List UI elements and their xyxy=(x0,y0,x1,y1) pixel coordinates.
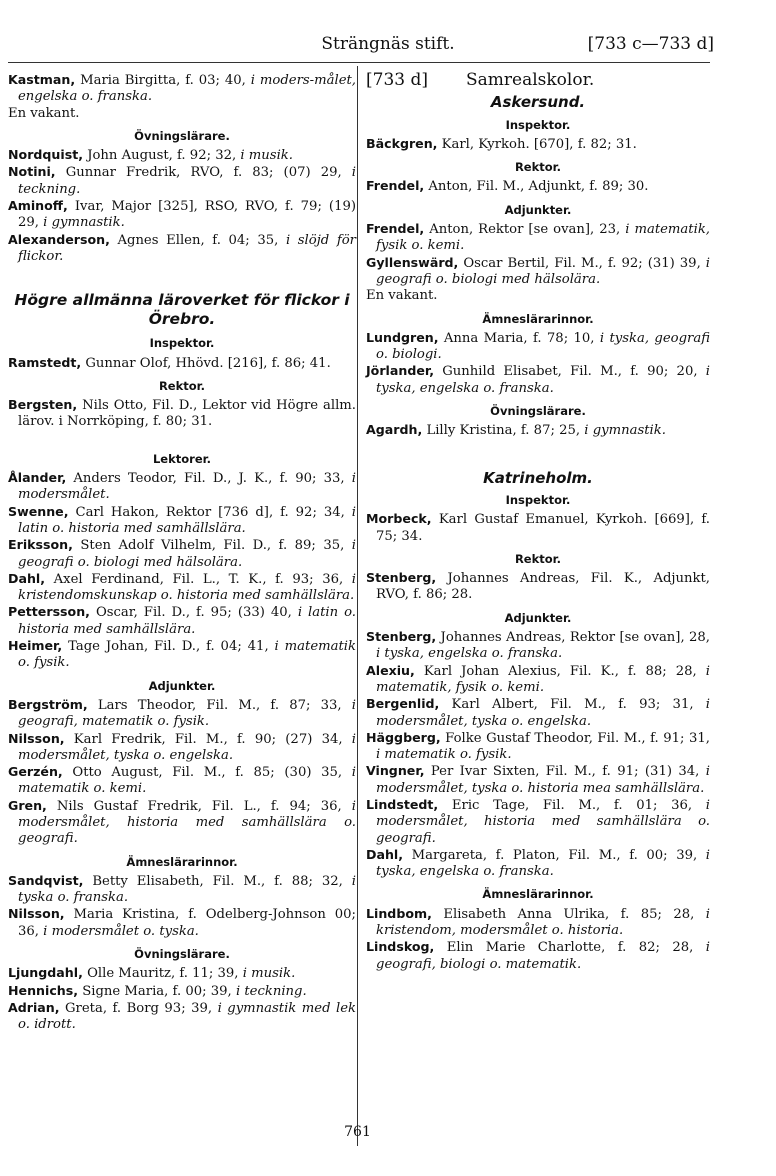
staff-name: Lindbom, xyxy=(366,905,432,921)
staff-name: Alexiu, xyxy=(366,662,415,678)
staff-name: Aminoff, xyxy=(8,198,68,214)
staff-subjects: i modersmålet, historia med samhällslära o. geografi. xyxy=(376,797,710,846)
staff-details: Eric Tage, Fil. M., f. 01; 36, xyxy=(438,797,706,813)
staff-entry xyxy=(8,965,356,982)
staff-name: Lindskog, xyxy=(366,939,435,955)
staff-name: Gerzén, xyxy=(8,764,63,780)
staff-details: Johannes Andreas, Rektor [se ovan], 28, xyxy=(436,630,710,646)
staff-subjects: i geografi, matematik o. fysik. xyxy=(18,697,356,730)
page-header xyxy=(0,34,776,58)
staff-details: Karl Gustaf Emanuel, Kyrkoh. [669], f. 75; 34. xyxy=(376,512,710,544)
staff-entry xyxy=(8,571,356,605)
staff-subjects: i modersmålet o. tyska. xyxy=(43,923,199,939)
staff-details: Johannes Andreas, Fil. K., Adjunkt, RVO, f. 86; 28. xyxy=(376,571,710,603)
staff-name: Dahl, xyxy=(366,846,404,862)
diocese-title: Strängnäs stift. xyxy=(321,34,455,54)
staff-subjects: i matematik, fysik o. kemi. xyxy=(376,663,710,695)
section-heading: Ämneslärarinnor. xyxy=(482,887,594,902)
section-title: Samrealskolor. xyxy=(466,70,595,90)
staff-entry xyxy=(8,72,356,106)
staff-name: Agardh, xyxy=(366,422,423,438)
staff-entry xyxy=(366,422,710,439)
staff-subjects: i tyska, geografi o. biologi. xyxy=(376,330,710,363)
staff-details: Greta, f. Borg 93; 39, xyxy=(59,1000,218,1016)
staff-name: Frendel, xyxy=(366,221,425,237)
staff-details: Margareta, f. Platon, Fil. M., f. 00; 39, xyxy=(403,847,706,863)
staff-entry xyxy=(8,164,356,198)
staff-name: Bäckgren, xyxy=(366,135,438,151)
staff-subjects: i kristendomskunskap o. historia med samhällslära. xyxy=(18,571,356,604)
school-title: Högre allmänna läroverket för flickor i Örebro. xyxy=(14,291,350,329)
staff-details: Per Ivar Sixten, Fil. M., f. 91; (31) 34, xyxy=(424,764,706,780)
staff-entry xyxy=(366,221,710,255)
staff-subjects: i tyska, engelska o. franska. xyxy=(376,847,710,880)
section-heading: Inspektor. xyxy=(505,117,571,132)
section-heading: Rektor. xyxy=(514,551,562,566)
staff-entry xyxy=(8,1000,356,1034)
staff-subjects: i moders-målet, engelska o. franska. xyxy=(18,73,356,105)
staff-name: Frendel, xyxy=(366,178,425,194)
staff-name: Nilsson, xyxy=(8,730,65,746)
entries-askersund-inspektor xyxy=(366,136,710,153)
staff-name: Gren, xyxy=(8,797,47,813)
staff-entry xyxy=(366,136,710,153)
staff-details: Oscar, Fil. D., f. 95; (33) 40, xyxy=(89,605,298,621)
staff-subjects: i musik. xyxy=(242,966,296,982)
staff-details: Axel Ferdinand, Fil. L., T. K., f. 93; 36, xyxy=(45,571,352,587)
staff-subjects: i matematik, fysik o. kemi. xyxy=(376,222,710,254)
staff-details: Gunnar Fredrik, RVO, f. 83; (07) 29, xyxy=(55,165,352,181)
staff-entry xyxy=(8,537,356,571)
entries-askersund-adjunkter xyxy=(366,221,710,288)
staff-name: Kastman, xyxy=(8,72,76,87)
staff-name: Hennichs, xyxy=(8,982,79,998)
staff-name: Nordquist, xyxy=(8,147,84,163)
staff-name: Lindstedt, xyxy=(366,796,439,812)
staff-name: Heimer, xyxy=(8,638,63,654)
staff-name: Dahl, xyxy=(8,570,46,586)
staff-entry xyxy=(366,696,710,730)
section-heading: Ämneslärarinnor. xyxy=(482,311,594,326)
section-header xyxy=(366,72,710,88)
staff-details: Olle Mauritz, f. 11; 39, xyxy=(82,966,243,982)
staff-entry xyxy=(8,798,356,848)
staff-name: Swenne, xyxy=(8,503,69,519)
staff-name: Stenberg, xyxy=(366,570,437,586)
staff-entry xyxy=(366,797,710,847)
section-heading: Inspektor. xyxy=(505,492,571,507)
staff-details: Betty Elisabeth, Fil. M., f. 88; 32, xyxy=(83,873,352,889)
staff-entry xyxy=(366,847,710,881)
staff-details: Elin Marie Charlotte, f. 82; 28, xyxy=(434,940,706,956)
entries-askersund-rektor xyxy=(366,178,710,195)
staff-subjects: i geografi, biologi o. matematik. xyxy=(376,940,710,972)
staff-name: Adrian, xyxy=(8,999,60,1015)
staff-details: Gunhild Elisabet, Fil. M., f. 90; 20, xyxy=(434,364,706,380)
section-heading: Inspektor. xyxy=(149,336,215,351)
staff-details: Gunnar Olof, Hhövd. [216], f. 86; 41. xyxy=(81,355,331,371)
staff-details: John August, f. 92; 32, xyxy=(83,148,241,164)
column-divider xyxy=(357,66,358,1146)
entries-top xyxy=(8,72,356,106)
entries-askersund-amneslararinnor xyxy=(366,330,710,397)
section-heading: Rektor. xyxy=(158,378,206,393)
staff-details: Elisabeth Anna Ulrika, f. 85; 28, xyxy=(431,906,706,922)
staff-details: Lilly Kristina, f. 87; 25, xyxy=(422,423,585,439)
staff-subjects: i modersmålet, historia med samhällslära o. geografi. xyxy=(18,798,356,847)
staff-details: Folke Gustaf Theodor, Fil. M., f. 91; 31, xyxy=(440,730,710,746)
entries-lektorer xyxy=(8,470,356,672)
entries-askersund-ovningslarare xyxy=(366,422,710,439)
section-heading: Adjunkter. xyxy=(148,678,216,693)
entries-inspektor xyxy=(8,355,356,372)
staff-subjects: i matematik o. fysik. xyxy=(376,747,512,763)
entries-katrineholm-adjunkter xyxy=(366,629,710,880)
page-number: 761 xyxy=(344,1124,371,1140)
staff-entry xyxy=(8,697,356,731)
staff-subjects: i modersmålet, tyska o. engelska. xyxy=(376,697,710,729)
staff-subjects: i modersmålet, tyska o. engelska. xyxy=(18,731,356,763)
staff-details: Karl, Kyrkoh. [670], f. 82; 31. xyxy=(437,136,637,152)
staff-details: Anton, Rektor [se ovan], 23, xyxy=(424,222,626,238)
entries-rektor xyxy=(8,397,356,431)
staff-details: Nils Otto, Fil. D., Lektor vid Högre allm. lärov. i Norrköping, f. 80; 31. xyxy=(18,398,356,430)
section-heading: Lektorer. xyxy=(152,451,212,466)
staff-name: Vingner, xyxy=(366,763,425,779)
staff-entry xyxy=(8,638,356,672)
staff-entry xyxy=(8,198,356,232)
city-title: Katrineholm. xyxy=(483,468,593,487)
staff-subjects: i geografi o. biologi med hälsolära. xyxy=(18,538,356,570)
staff-name: Bergström, xyxy=(8,696,88,712)
staff-details: Carl Hakon, Rektor [736 d], f. 92; 34, xyxy=(68,504,352,520)
staff-subjects: i kristendom, modersmålet o. historia. xyxy=(376,906,710,939)
staff-name: Ljungdahl, xyxy=(8,965,83,981)
staff-details: Lars Theodor, Fil. M., f. 87; 33, xyxy=(87,697,352,713)
entries-katrineholm-amneslararinnor xyxy=(366,906,710,973)
staff-entry xyxy=(366,730,710,764)
section-heading: Övningslärare. xyxy=(490,404,586,419)
staff-entry xyxy=(8,147,356,164)
staff-subjects: i gymnastik med lek o. idrott. xyxy=(18,1000,356,1033)
staff-subjects: i teckning. xyxy=(235,983,307,999)
staff-details: Agnes Ellen, f. 04; 35, xyxy=(109,232,286,248)
staff-subjects: i teckning. xyxy=(18,165,356,197)
staff-name: Morbeck, xyxy=(366,511,432,527)
staff-subjects: i geografi o. biologi med hälsolära. xyxy=(376,255,710,287)
staff-details: Anton, Fil. M., Adjunkt, f. 89; 30. xyxy=(424,179,649,195)
staff-subjects: i tyska o. franska. xyxy=(18,873,356,906)
staff-details: Sten Adolf Vilhelm, Fil. D., f. 89; 35, xyxy=(72,538,352,554)
staff-details: Anders Teodor, Fil. D., J. K., f. 90; 33, xyxy=(66,471,352,487)
staff-entry xyxy=(8,355,356,372)
staff-name: Bergsten, xyxy=(8,397,78,413)
staff-subjects: i tyska, engelska o. franska. xyxy=(376,364,710,396)
staff-entry xyxy=(8,873,356,907)
staff-details: Karl Fredrik, Fil. M., f. 90; (27) 34, xyxy=(64,731,352,747)
staff-entry xyxy=(8,397,356,431)
section-heading: Övningslärare. xyxy=(134,947,230,962)
staff-entry xyxy=(8,470,356,504)
staff-entry xyxy=(366,906,710,940)
staff-entry xyxy=(8,504,356,538)
vacancy-note: En vakant. xyxy=(366,288,438,304)
staff-subjects: i latin o. historia med samhällslära. xyxy=(18,504,356,536)
entries-katrineholm-rektor xyxy=(366,570,710,604)
staff-details: Tage Johan, Fil. D., f. 04; 41, xyxy=(62,639,275,655)
staff-subjects: i gymnastik. xyxy=(43,215,125,231)
staff-name: Eriksson, xyxy=(8,537,73,553)
staff-name: Häggberg, xyxy=(366,729,441,745)
staff-entry xyxy=(366,363,710,397)
staff-name: Gyllenswärd, xyxy=(366,254,459,270)
entries-amneslararinnor xyxy=(8,873,356,940)
staff-subjects: i modersmålet. xyxy=(18,471,356,503)
entries-ovningslarare xyxy=(8,147,356,265)
staff-name: Stenberg, xyxy=(366,629,437,645)
staff-entry xyxy=(366,570,710,604)
section-code: [733 d] xyxy=(366,70,428,90)
staff-name: Alexanderson, xyxy=(8,231,110,247)
vacancy-note: En vakant. xyxy=(8,105,80,121)
section-heading: Adjunkter. xyxy=(504,202,572,217)
staff-details: Ivar, Major [325], RSO, RVO, f. 79; (19) 29, xyxy=(18,199,356,231)
staff-name: Nilsson, xyxy=(8,906,65,922)
staff-details: Otto August, Fil. M., f. 85; (30) 35, xyxy=(62,765,352,781)
staff-details: Nils Gustaf Fredrik, Fil. L., f. 94; 36, xyxy=(46,798,352,814)
staff-entry xyxy=(366,511,710,545)
entries-adjunkter xyxy=(8,697,356,848)
entries-katrineholm-inspektor xyxy=(366,511,710,545)
staff-entry xyxy=(8,906,356,940)
staff-name: Pettersson, xyxy=(8,604,90,620)
staff-subjects: i musik. xyxy=(240,148,293,164)
header-rule xyxy=(8,62,710,63)
staff-subjects: i tyska, engelska o. franska. xyxy=(376,646,563,662)
staff-subjects: i latin o. historia med samhällslära. xyxy=(18,605,356,637)
staff-subjects: i gymnastik. xyxy=(584,423,666,439)
staff-name: Jörlander, xyxy=(366,363,435,379)
staff-details: Anna Maria, f. 78; 10, xyxy=(438,330,600,346)
entries-ovningslarare-2 xyxy=(8,965,356,1033)
page-range: [733 c—733 d] xyxy=(587,34,714,54)
staff-subjects: i matematik o. fysik. xyxy=(18,639,356,671)
staff-subjects: i matematik o. kemi. xyxy=(18,765,356,797)
section-heading: Övningslärare. xyxy=(134,128,230,143)
staff-entry xyxy=(8,983,356,1000)
section-heading: Ämneslärarinnor. xyxy=(126,854,238,869)
staff-entry xyxy=(366,330,710,364)
staff-subjects: i slöjd för flickor. xyxy=(18,232,356,264)
staff-details: Oscar Bertil, Fil. M., f. 92; (31) 39, xyxy=(458,255,706,271)
staff-details: Maria Kristina, f. Odelberg-Johnson 00; 36, xyxy=(18,907,356,939)
city-title: Askersund. xyxy=(490,93,586,112)
staff-details: Signe Maria, f. 00; 39, xyxy=(78,983,236,999)
staff-entry xyxy=(8,764,356,798)
staff-name: Ålander, xyxy=(8,470,67,486)
staff-details: Karl Johan Alexius, Fil. K., f. 88; 28, xyxy=(414,663,706,679)
staff-entry xyxy=(8,232,356,266)
staff-entry xyxy=(366,178,710,195)
staff-details: Karl Albert, Fil. M., f. 93; 31, xyxy=(439,697,706,713)
staff-entry xyxy=(366,255,710,289)
staff-details: Maria Birgitta, f. 03; 40, xyxy=(75,73,251,88)
staff-name: Notini, xyxy=(8,164,56,180)
staff-entry xyxy=(8,731,356,765)
staff-subjects: i modersmålet, tyska o. historia mea samhällslära. xyxy=(376,764,710,796)
staff-entry xyxy=(8,604,356,638)
staff-entry xyxy=(366,663,710,697)
staff-name: Lundgren, xyxy=(366,329,439,345)
staff-name: Ramstedt, xyxy=(8,354,82,370)
staff-entry xyxy=(366,939,710,973)
staff-name: Sandqvist, xyxy=(8,872,84,888)
right-column xyxy=(366,72,710,973)
section-heading: Adjunkter. xyxy=(504,610,572,625)
left-column xyxy=(8,72,356,1034)
section-heading: Rektor. xyxy=(514,160,562,175)
staff-entry xyxy=(366,763,710,797)
staff-entry xyxy=(366,629,710,663)
staff-name: Bergenlid, xyxy=(366,696,440,712)
